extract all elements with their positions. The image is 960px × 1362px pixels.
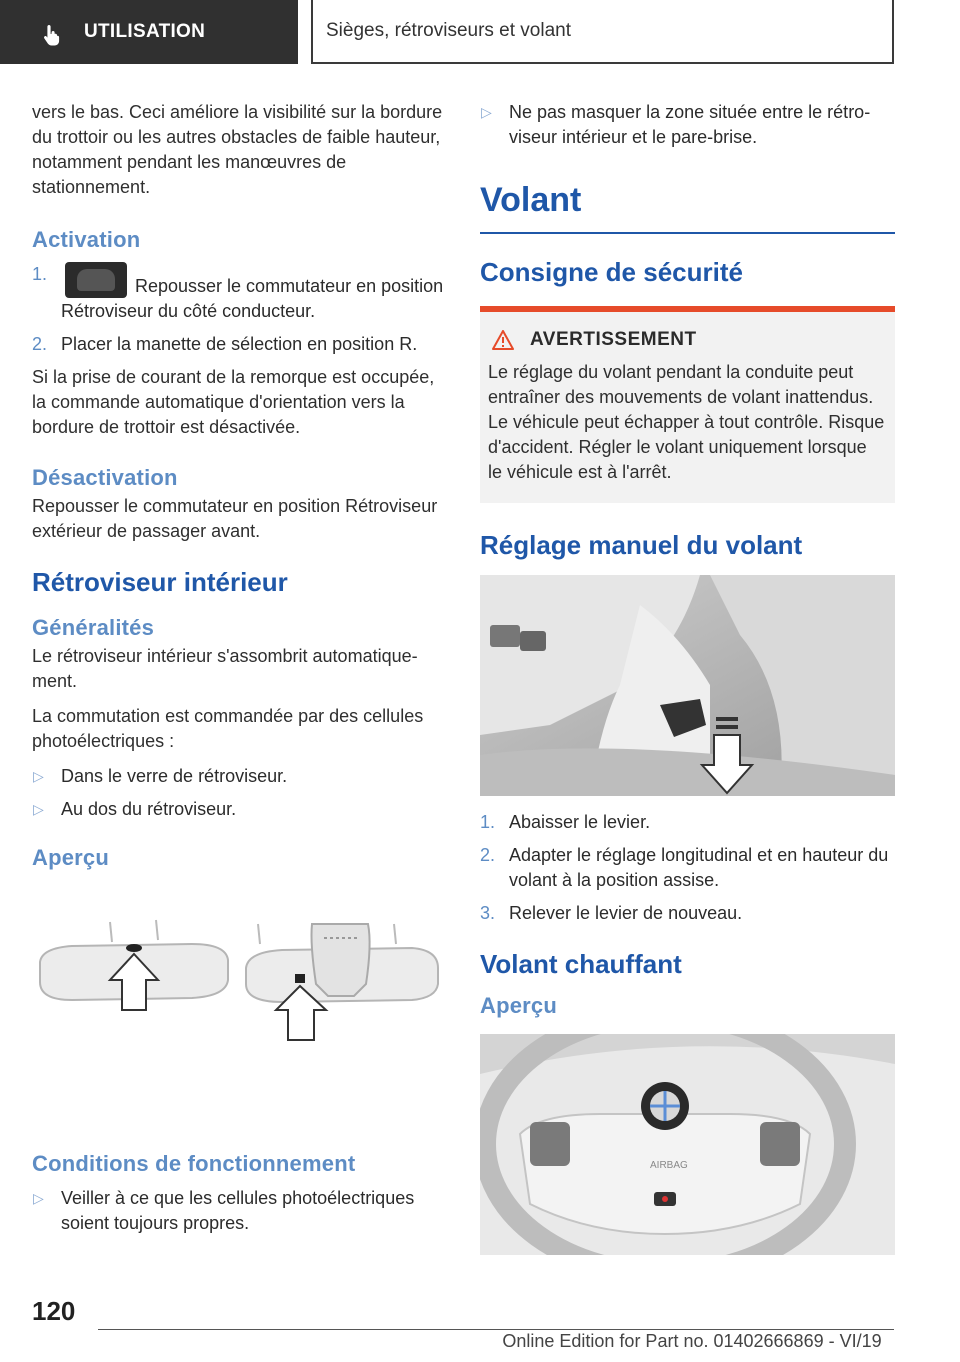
heated-wheel-heading: Volant chauffant xyxy=(480,949,682,979)
warning-triangle-icon xyxy=(492,330,514,350)
list-item xyxy=(480,100,895,150)
conditions-heading: Conditions de fonctionnement xyxy=(32,1151,356,1176)
hand-pointer-icon xyxy=(40,23,64,47)
edition-text: Online Edition for Part no. 01402666869 - VI/19 xyxy=(502,1331,882,1351)
left-column xyxy=(32,100,444,1244)
list-item xyxy=(480,901,895,926)
step-text: Placer la manette de sélection en position R. xyxy=(61,334,418,354)
deactivation-heading: Désactivation xyxy=(32,465,178,490)
steering-heading: Volant xyxy=(480,180,895,234)
list-item xyxy=(32,1186,444,1236)
warning-text: Le réglage du volant pendant la conduite peut entraîner des mouvements de volant inattendus. Le véhicule peut échapper à tout contrôle. Risque d'accident. Régler le volant uniquement lorsque le véhicule est à l'arrêt. xyxy=(488,362,885,482)
chapter-box xyxy=(311,0,894,64)
interior-mirror-heading: Rétroviseur intérieur xyxy=(32,567,288,597)
activation-heading: Activation xyxy=(32,227,141,252)
conditions-bullets xyxy=(32,1186,444,1236)
step-number: 2. xyxy=(32,334,48,354)
deactivation-text: Repousser le commutateur en position Rétroviseur extérieur de passager avant. xyxy=(32,496,438,541)
interior-mirror-illustration xyxy=(32,884,444,1144)
safety-heading: Consigne de sécurité xyxy=(480,257,743,287)
activation-note: Si la prise de courant de la remorque est occupée, la commande automatique d'orientation vers la bordure de trottoir est désactivée. xyxy=(32,367,435,437)
heated-overview-heading: Aperçu xyxy=(480,993,557,1018)
right-column xyxy=(480,100,895,1255)
general-text-1: Le rétroviseur intérieur s'assombrit automatiquement. xyxy=(32,646,418,691)
list-item xyxy=(32,797,444,822)
step-text: Adapter le réglage longitudinal et en hauteur du volant à la position assise. xyxy=(509,845,889,890)
step-number: 2. xyxy=(480,845,496,865)
list-item xyxy=(480,810,895,835)
airbag-label: AIRBAG xyxy=(650,1160,688,1171)
intro-paragraph: vers le bas. Ceci améliore la visibilité sur la bordure du trottoir ou les autres obstacles de faible hauteur, notamment pendant les manœuvres de stationnement. xyxy=(32,102,443,197)
list-item xyxy=(480,843,895,893)
triangle-bullet-icon: ▷ xyxy=(33,801,44,817)
mirror-switch-icon xyxy=(65,262,127,298)
step-number: 1. xyxy=(32,264,48,284)
list-item xyxy=(32,764,444,789)
step-number: 1. xyxy=(480,812,496,832)
warning-title-text: AVERTISSEMENT xyxy=(530,329,697,350)
step-text: Repousser le commutateur en position Rétroviseur du côté conducteur. xyxy=(61,276,444,321)
manual-steps xyxy=(480,810,895,926)
general-text-2: La commutation est commandée par des cellules photoélectriques : xyxy=(32,706,424,751)
general-heading: Généralités xyxy=(32,615,155,640)
steering-wheel-photo xyxy=(480,1034,895,1255)
manual-adjust-heading: Réglage manuel du volant xyxy=(480,530,803,560)
triangle-bullet-icon: ▷ xyxy=(481,104,492,120)
bullet-text: Au dos du rétroviseur. xyxy=(61,799,237,819)
list-item xyxy=(32,332,444,357)
bullet-text: Veiller à ce que les cellules photoélectriques soient toujours propres. xyxy=(61,1188,415,1233)
warning-title xyxy=(488,326,885,354)
top-bullets xyxy=(480,100,895,150)
triangle-bullet-icon: ▷ xyxy=(33,1190,44,1206)
footer-divider xyxy=(98,1329,894,1330)
overview-heading: Aperçu xyxy=(32,845,109,870)
triangle-bullet-icon: ▷ xyxy=(33,768,44,784)
bullet-text: Dans le verre de rétroviseur. xyxy=(61,766,288,786)
section-tab xyxy=(0,0,298,64)
step-text: Relever le levier de nouveau. xyxy=(509,903,743,923)
section-title: UTILISATION xyxy=(84,21,206,42)
list-item xyxy=(32,262,444,324)
activation-steps xyxy=(32,262,444,357)
steering-lever-photo xyxy=(480,575,895,796)
bullet-text: Ne pas masquer la zone située entre le rétroviseur intérieur et le pare-brise. xyxy=(509,102,871,147)
warning-box xyxy=(480,306,895,503)
step-text: Abaisser le levier. xyxy=(509,812,651,832)
general-bullets xyxy=(32,764,444,822)
page-number: 120 xyxy=(32,1296,76,1326)
chapter-title: Sièges, rétroviseurs et volant xyxy=(326,20,572,41)
step-number: 3. xyxy=(480,903,496,923)
